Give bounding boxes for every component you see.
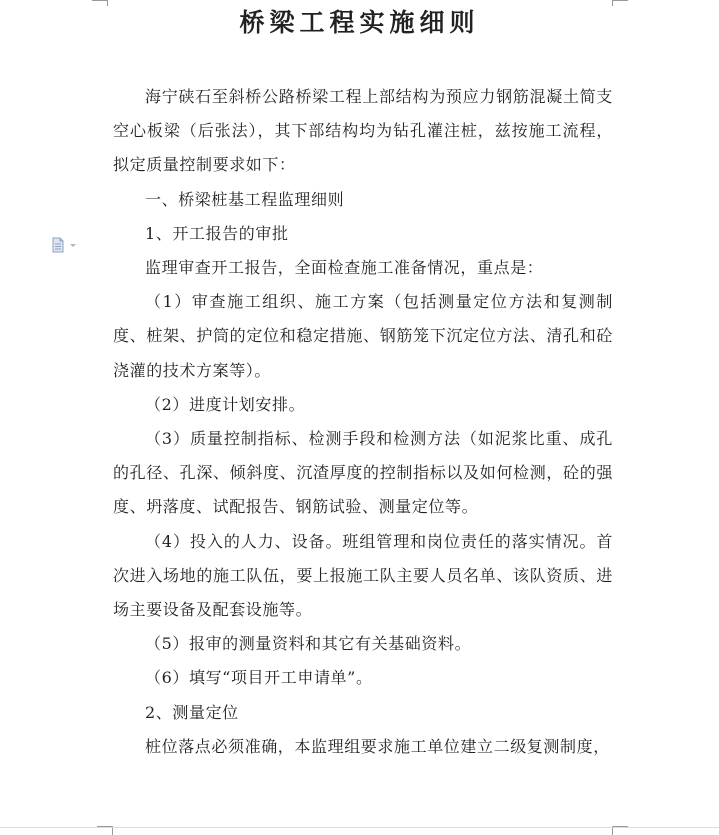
paragraph: 监理审查开工报告，全面检查施工准备情况，重点是：	[145, 258, 544, 278]
crop-mark	[612, 0, 628, 1]
list-item: （4）投入的人力、设备。班组管理和岗位责任的落实情况。首次进入场地的施工队伍，要上报施工队主要人员名单、该队资质、进场主要设备及配套设施等。	[113, 531, 613, 620]
heading-subsection-2: 2、测量定位	[145, 702, 239, 722]
crop-mark	[92, 0, 108, 1]
list-item: （2）进度计划安排。	[145, 394, 306, 414]
page-edge	[0, 827, 719, 828]
list-item: （5）报审的测量资料和其它有关基础资料。	[145, 634, 472, 654]
document-body	[113, 80, 613, 764]
paragraph: 桩位落点必须准确，本监理组要求施工单位建立二级复测制度，	[145, 736, 610, 756]
list-item: （6）填写“项目开工申请单”。	[145, 668, 373, 688]
heading-subsection-1: 1、开工报告的审批	[145, 223, 289, 243]
document-title: 桥梁工程实施细则	[239, 8, 480, 37]
heading-section-1: 一、桥梁桩基工程监理细则	[145, 189, 345, 209]
list-item: （1）审查施工组织、施工方案（包括测量定位方法和复测制度、桩架、护筒的定位和稳定措施、钢筋笼下沉定位方法、清孔和砼浇灌的技术方案等）。	[113, 292, 613, 380]
list-item: （3）质量控制指标、检测手段和检测方法（如泥浆比重、成孔的孔径、孔深、倾斜度、沉渣厚度的控制指标以及如何检测，砼的强度、坍落度、试配报告、钢筋试验、测量定位等。	[113, 429, 613, 517]
document-options-icon[interactable]	[51, 237, 81, 253]
paragraph-intro: 海宁硖石至斜桥公路桥梁工程上部结构为预应力钢筋混凝土简支空心板梁（后张法），其下部结构均为钻孔灌注桩，兹按施工流程，拟定质量控制要求如下：	[113, 87, 613, 175]
